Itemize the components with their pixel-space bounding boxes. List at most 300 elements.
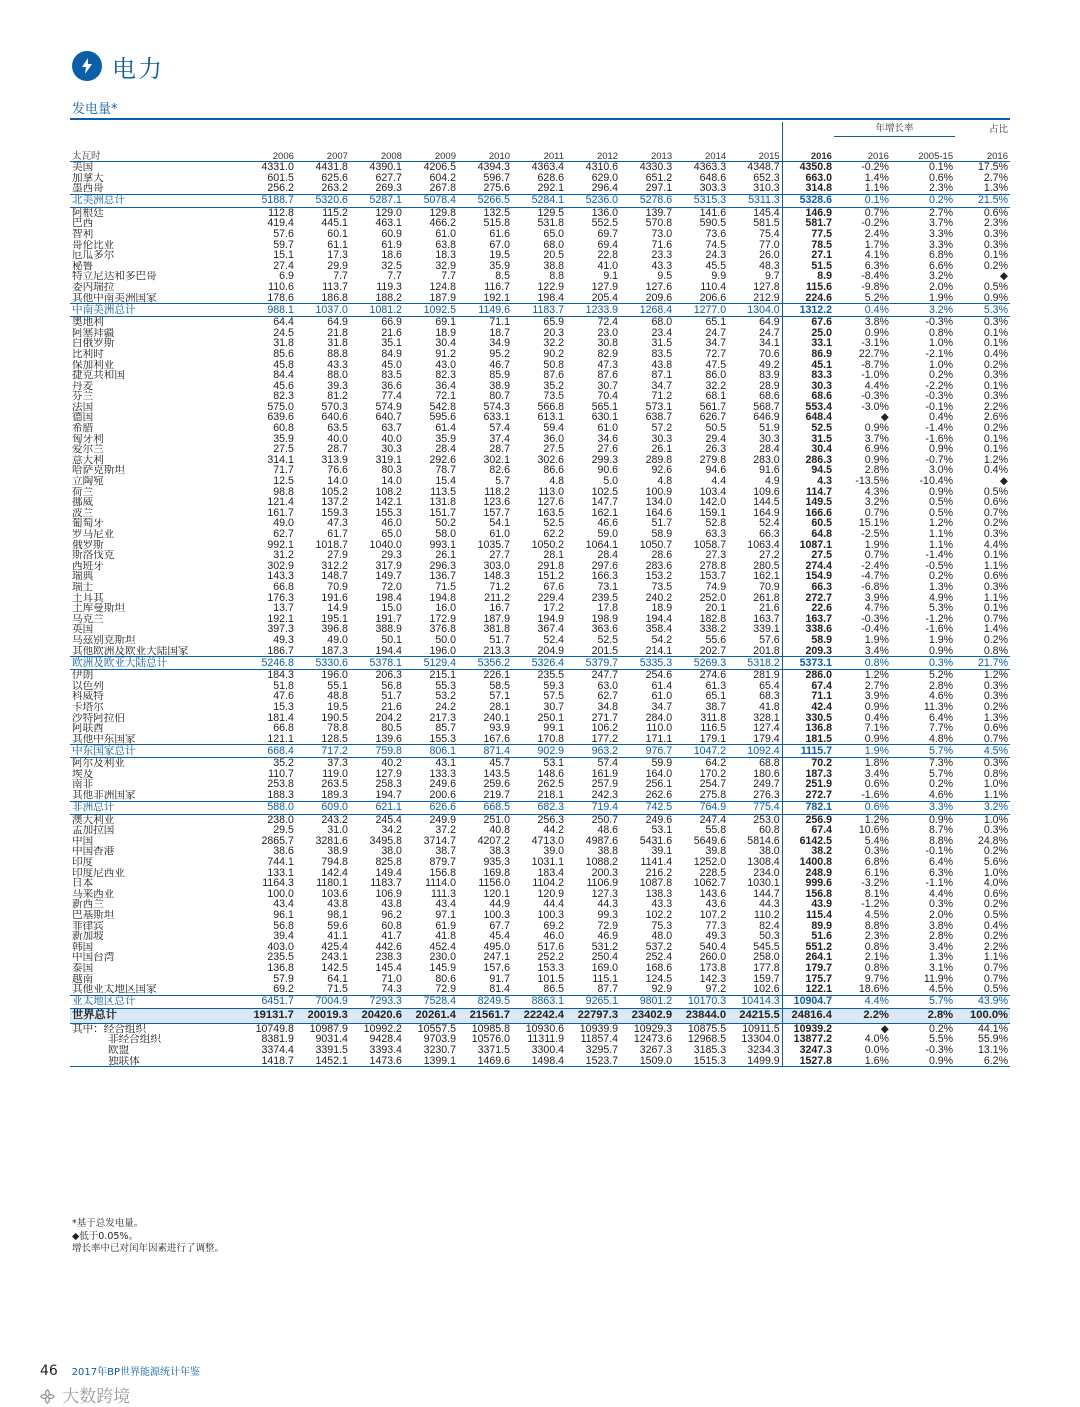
- growth-2016-cell: 0.8%: [834, 657, 891, 670]
- table-row: [70, 444, 1010, 455]
- growth-2005-15-cell: 5.2%: [928, 669, 954, 681]
- value-cell: 621.1: [350, 801, 404, 814]
- value-cell: 110.6: [268, 281, 294, 293]
- value-cell: 27.4: [273, 260, 294, 272]
- value-cell: 28.1: [489, 701, 511, 713]
- value-cell: 106.9: [375, 888, 402, 900]
- value-cell: 170.2: [699, 768, 727, 780]
- value-cell: 67.0: [489, 239, 511, 251]
- value-cell: 65.1: [705, 691, 727, 702]
- value-cell: 50.5: [705, 423, 727, 434]
- value-2016-cell: 224.6: [782, 293, 834, 304]
- value-cell: 196.0: [321, 669, 348, 681]
- value-cell: 189.3: [321, 790, 348, 802]
- value-cell: 5378.1: [350, 657, 404, 670]
- value-cell: 127.9: [591, 281, 619, 293]
- value-cell: 142.1: [375, 497, 402, 508]
- value-cell: 20261.4: [404, 1008, 458, 1023]
- value-cell: 648.6: [699, 172, 727, 184]
- value-2016-cell: 330.5: [782, 713, 834, 724]
- value-cell: 82.3: [273, 391, 294, 402]
- value-cell: 540.4: [699, 941, 727, 953]
- value-2016-cell: 64.8: [782, 529, 834, 540]
- share-cell: 1.1%: [983, 592, 1008, 604]
- table-row: [70, 868, 1010, 879]
- value-cell: 127.8: [753, 281, 780, 293]
- value-cell: 58.5: [489, 680, 511, 692]
- value-cell: 5356.2: [458, 657, 512, 670]
- share-cell: 1.0%: [983, 814, 1008, 826]
- growth-2005-15-cell: -0.7%: [925, 454, 954, 466]
- value-cell: 3374.4: [261, 1044, 294, 1056]
- value-cell: 34.1: [759, 338, 780, 349]
- value-cell: 21.6: [381, 701, 402, 713]
- value-2016-cell: 27.5: [782, 550, 834, 561]
- value-cell: 194.4: [645, 613, 673, 625]
- value-cell: 43.3: [651, 260, 673, 272]
- value-cell: 319.1: [375, 454, 402, 466]
- row-label: 孟加拉国: [72, 825, 115, 836]
- table-row: [70, 402, 1010, 413]
- value-cell: 149.4: [375, 867, 402, 879]
- value-cell: 596.7: [483, 172, 511, 184]
- value-cell: 34.7: [705, 338, 727, 349]
- value-cell: 397.3: [267, 624, 294, 635]
- value-cell: 1047.2: [674, 745, 728, 758]
- value-cell: 127.3: [591, 888, 619, 900]
- row-label: 其他非洲国家: [72, 790, 136, 802]
- value-cell: 44.3: [597, 899, 619, 910]
- value-cell: 5330.6: [296, 657, 350, 670]
- growth-2005-15-cell: 3.1%: [928, 962, 954, 974]
- value-cell: 328.1: [753, 712, 780, 724]
- value-2016-cell: 67.4: [782, 681, 834, 692]
- value-cell: 86.5: [543, 984, 565, 996]
- value-cell: 59.9: [651, 757, 673, 769]
- value-cell: 284.0: [645, 712, 673, 724]
- growth-2016-cell: 3.8%: [864, 316, 889, 328]
- value-cell: 11311.9: [527, 1034, 565, 1045]
- value-cell: 37.3: [327, 757, 348, 769]
- growth-2005-15-cell: 6.4%: [928, 712, 954, 724]
- table-row: [70, 836, 1010, 847]
- value-cell: 128.5: [321, 733, 348, 745]
- value-cell: 4390.1: [369, 161, 402, 173]
- value-cell: 250.7: [591, 814, 619, 826]
- value-cell: 209.6: [645, 292, 673, 304]
- table-row: [70, 338, 1010, 349]
- value-cell: 106.2: [591, 723, 619, 734]
- value-cell: 15.1: [273, 250, 294, 261]
- table-row: [70, 635, 1010, 646]
- value-cell: 202.7: [699, 645, 727, 657]
- top-rule: [70, 118, 1010, 120]
- value-cell: 69.7: [597, 228, 619, 240]
- value-cell: 66.8: [273, 723, 294, 734]
- value-cell: 1018.7: [315, 539, 348, 551]
- growth-2016-cell: 8.8%: [864, 920, 889, 932]
- value-cell: 271.7: [591, 712, 619, 724]
- value-cell: 110.7: [268, 768, 294, 780]
- value-cell: 566.8: [537, 401, 565, 413]
- value-cell: 363.6: [591, 624, 619, 635]
- value-cell: 651.2: [645, 172, 673, 184]
- value-2016-cell: 115.4: [782, 910, 834, 921]
- growth-2005-15-cell: -0.3%: [925, 1044, 954, 1056]
- row-label: 法国: [72, 401, 94, 413]
- share-cell: 44.1%: [977, 1023, 1008, 1035]
- growth-2016-cell: 6.9%: [864, 444, 889, 455]
- value-cell: 69.2: [273, 984, 294, 996]
- row-label: 委内瑞拉: [72, 281, 115, 293]
- table-row: [70, 646, 1010, 657]
- value-cell: 992.1: [267, 539, 294, 551]
- share-cell: 17.5%: [977, 161, 1008, 173]
- value-cell: 204.2: [375, 712, 402, 724]
- share-cell: 55.9%: [977, 1034, 1008, 1045]
- growth-2005-15-cell: 3.7%: [928, 218, 954, 229]
- value-2016-cell: 67.6: [782, 317, 834, 328]
- value-cell: 253.0: [753, 814, 780, 826]
- value-cell: 204.9: [537, 645, 565, 657]
- row-label: 西班牙: [72, 560, 104, 572]
- row-label: 厄瓜多尔: [72, 250, 115, 261]
- table-row: [70, 487, 1010, 498]
- value-cell: 167.6: [483, 733, 511, 745]
- value-cell: 98.1: [327, 910, 348, 921]
- table-row: [70, 250, 1010, 261]
- value-cell: 20.1: [705, 603, 727, 614]
- table-row: [70, 271, 1010, 282]
- value-cell: 297.1: [645, 183, 673, 195]
- share-cell: 1.0%: [983, 779, 1008, 791]
- value-cell: 162.1: [753, 571, 780, 582]
- value-cell: 66.3: [759, 529, 780, 540]
- value-cell: 97.1: [435, 910, 456, 921]
- share-cell: 1.0%: [983, 867, 1008, 879]
- growth-2005-15-cell: -1.4%: [925, 550, 954, 561]
- share-cell: 2.7%: [983, 172, 1008, 184]
- value-cell: 80.7: [489, 391, 511, 402]
- value-cell: 82.4: [759, 920, 780, 932]
- value-cell: 63.5: [327, 423, 348, 434]
- value-cell: 136.0: [591, 207, 619, 219]
- value-cell: 1149.6: [458, 304, 512, 317]
- value-cell: 3230.7: [423, 1044, 456, 1056]
- row-label: 日本: [72, 878, 94, 889]
- value-cell: 180.6: [753, 768, 780, 780]
- value-cell: 31.2: [273, 550, 294, 561]
- footnote: 增长率中已对闰年因素进行了调整。: [72, 1243, 225, 1254]
- table-row: [70, 614, 1010, 625]
- footnote: *基于总发电量。: [72, 1218, 144, 1229]
- value-cell: 283.0: [753, 454, 780, 466]
- value-cell: 74.9: [705, 581, 727, 593]
- value-cell: 4207.2: [477, 835, 511, 847]
- value-cell: 1092.5: [404, 304, 458, 317]
- value-2016-cell: 10939.2: [782, 1023, 834, 1034]
- growth-2005-15-cell: 1.3%: [928, 581, 954, 593]
- value-cell: 73.5: [543, 391, 565, 402]
- table-row: [70, 476, 1010, 487]
- value-2016-cell: 4350.8: [782, 162, 834, 173]
- value-cell: 195.1: [321, 613, 348, 625]
- table-row: [70, 952, 1010, 963]
- table-row: [70, 240, 1010, 251]
- value-cell: 69.1: [435, 316, 456, 328]
- growth-2005-15-cell: 4.9%: [928, 592, 954, 604]
- value-cell: 5335.3: [620, 657, 674, 670]
- region-total-row: [70, 745, 1010, 758]
- value-cell: 15.0: [381, 603, 402, 614]
- value-2016-cell: 154.9: [782, 571, 834, 582]
- value-cell: 66.8: [273, 581, 294, 593]
- row-label: 立陶宛: [72, 476, 104, 487]
- row-label: 其他欧洲及欧亚大陆国家: [72, 645, 189, 657]
- value-cell: 256.3: [537, 814, 565, 826]
- value-cell: 68.8: [759, 757, 780, 769]
- value-2016-cell: 51.5: [782, 261, 834, 272]
- row-label: 马来西亚: [72, 888, 115, 900]
- value-cell: 5287.1: [350, 194, 404, 207]
- share-cell: 0.5%: [983, 984, 1008, 996]
- value-cell: 76.6: [327, 465, 348, 477]
- growth-2005-15-cell: 0.2%: [928, 571, 954, 582]
- value-2016-cell: 71.1: [782, 691, 834, 702]
- value-cell: 1498.4: [512, 1056, 566, 1067]
- value-cell: 147.7: [591, 497, 619, 508]
- value-cell: 5188.7: [242, 194, 296, 207]
- growth-2016-cell: -6.8%: [861, 581, 889, 593]
- growth-2016-cell: -0.4%: [861, 624, 889, 635]
- value-cell: 120.9: [537, 888, 565, 900]
- growth-2016-cell: -1.6%: [861, 790, 889, 802]
- growth-2005-15-cell: 0.5%: [928, 497, 954, 508]
- value-cell: 47.3: [327, 518, 348, 529]
- growth-2005-15-cell: -1.6%: [925, 624, 954, 635]
- share-cell: 2.2%: [983, 401, 1008, 413]
- value-cell: 292.6: [429, 454, 456, 466]
- value-cell: 7.7: [333, 271, 348, 282]
- value-2016-cell: 179.7: [782, 963, 834, 974]
- value-2016-cell: 551.2: [782, 942, 834, 953]
- value-cell: 96.2: [381, 910, 402, 921]
- growth-2016-cell: 1.2%: [864, 669, 889, 681]
- growth-2016-cell: 3.9%: [864, 691, 889, 702]
- growth-2005-15-cell: 6.6%: [928, 260, 954, 272]
- value-cell: 247.7: [591, 669, 619, 681]
- value-cell: 38.7: [705, 701, 727, 713]
- row-label: 中南美洲总计: [70, 304, 242, 317]
- row-label: 加拿大: [72, 172, 104, 184]
- growth-2016-cell: 3.7%: [864, 433, 889, 445]
- value-cell: 1081.2: [350, 304, 404, 317]
- value-cell: 84.9: [381, 348, 402, 360]
- value-cell: 81.2: [327, 391, 348, 402]
- growth-2005-15-cell: 1.1%: [928, 539, 954, 551]
- growth-2005-15-cell: 7.7%: [928, 723, 954, 734]
- value-cell: 8381.9: [261, 1034, 294, 1045]
- value-cell: 56.8: [273, 920, 294, 932]
- value-cell: 54.2: [651, 634, 673, 646]
- value-cell: 44.9: [489, 899, 511, 910]
- value-cell: 626.7: [699, 412, 727, 424]
- value-cell: 27.5: [273, 444, 294, 455]
- growth-2016-cell: 1.1%: [864, 183, 889, 195]
- value-cell: 26.0: [759, 250, 780, 261]
- world-total-row: [70, 1008, 1010, 1023]
- value-cell: 60.1: [327, 228, 348, 240]
- growth-2016-cell: 3.4%: [864, 768, 889, 780]
- growth-2016-cell: 5.4%: [864, 835, 889, 847]
- value-2016-cell: 77.5: [782, 229, 834, 240]
- value-cell: 14.9: [327, 603, 348, 614]
- growth-2016-cell: 0.9%: [864, 454, 889, 466]
- value-cell: 67.6: [543, 581, 565, 593]
- value-cell: 173.8: [699, 962, 727, 974]
- value-cell: 26.1: [435, 550, 456, 561]
- value-cell: 80.3: [381, 465, 402, 477]
- value-cell: 166.3: [591, 571, 619, 582]
- value-cell: 9031.4: [315, 1034, 348, 1045]
- table-row: [70, 349, 1010, 360]
- table-row: [70, 381, 1010, 392]
- value-cell: 201.5: [591, 645, 619, 657]
- value-cell: 50.8: [543, 359, 565, 371]
- page-footer: [40, 1363, 200, 1379]
- value-cell: 19.5: [489, 250, 511, 261]
- value-cell: 109.6: [753, 486, 780, 498]
- value-cell: 879.7: [429, 857, 456, 868]
- value-cell: 10875.5: [687, 1023, 727, 1035]
- value-cell: 53.1: [651, 825, 673, 836]
- growth-2016-cell: 0.6%: [834, 801, 891, 814]
- value-2016-cell: 256.9: [782, 814, 834, 825]
- row-label: 葡萄牙: [72, 518, 104, 529]
- growth-2016-cell: ◆: [880, 1023, 889, 1035]
- row-label: 阿尔及利亚: [72, 757, 125, 769]
- value-cell: 164.6: [645, 507, 673, 519]
- value-cell: 119.0: [322, 768, 348, 780]
- value-2016-cell: 136.8: [782, 723, 834, 734]
- electricity-generation-table: [70, 122, 1010, 1067]
- value-2016-cell: 60.5: [782, 518, 834, 529]
- region-total-row: [70, 304, 1010, 317]
- value-cell: 61.1: [327, 239, 348, 251]
- growth-2016-cell: 2.4%: [864, 228, 889, 240]
- value-cell: 4394.3: [477, 161, 511, 173]
- value-cell: 15.3: [273, 701, 294, 713]
- value-cell: 1063.4: [747, 539, 780, 551]
- table-row: [70, 899, 1010, 910]
- value-cell: 159.3: [321, 507, 348, 519]
- share-cell: 21.7%: [955, 657, 1010, 670]
- value-cell: 27.5: [543, 444, 565, 455]
- row-label: 俄罗斯: [72, 539, 104, 551]
- share-cell: 0.1%: [983, 433, 1008, 445]
- share-cell: 0.3%: [983, 239, 1008, 251]
- value-cell: 296.3: [429, 560, 456, 572]
- value-cell: 18.9: [435, 327, 456, 339]
- value-cell: 27.3: [705, 550, 727, 561]
- growth-2016-cell: 4.3%: [864, 486, 889, 498]
- growth-2016-cell: 0.7%: [864, 507, 889, 519]
- value-cell: 61.0: [651, 691, 673, 702]
- value-cell: 99.3: [597, 910, 619, 921]
- value-cell: 32.5: [381, 260, 402, 272]
- value-cell: 61.3: [705, 680, 727, 692]
- growth-2005-15-cell: -0.5%: [925, 560, 954, 572]
- value-cell: 142.4: [321, 867, 348, 879]
- page-number: 46: [40, 1363, 58, 1379]
- table-row: [70, 229, 1010, 240]
- table-row: [70, 508, 1010, 519]
- value-cell: 531.8: [537, 218, 565, 229]
- value-cell: 86.6: [543, 465, 565, 477]
- value-cell: 194.4: [375, 645, 402, 657]
- table-row: [70, 974, 1010, 985]
- value-cell: 78.7: [435, 465, 456, 477]
- row-label: 亚太地区总计: [70, 995, 242, 1008]
- growth-2016-cell: 0.7%: [864, 207, 889, 219]
- value-cell: 51.9: [759, 423, 780, 434]
- value-cell: 367.4: [537, 624, 565, 635]
- value-cell: 358.4: [645, 624, 673, 635]
- value-cell: 1164.3: [262, 878, 294, 889]
- value-cell: 43.4: [435, 899, 456, 910]
- share-cell: 0.2%: [983, 423, 1008, 434]
- value-cell: 30.4: [435, 338, 456, 349]
- value-cell: 60.8: [759, 825, 780, 836]
- value-2016-cell: 38.2: [782, 846, 834, 857]
- value-cell: 274.6: [699, 669, 727, 681]
- growth-2016-cell: 0.8%: [864, 941, 889, 953]
- value-cell: 151.2: [537, 571, 565, 582]
- value-cell: 52.5: [543, 518, 565, 529]
- row-label: 卡塔尔: [72, 701, 104, 713]
- value-cell: 93.9: [489, 723, 511, 734]
- value-cell: 574.9: [375, 401, 402, 413]
- value-cell: 51.7: [381, 691, 402, 702]
- share-cell: 0.2%: [983, 899, 1008, 910]
- value-cell: 1035.7: [477, 539, 511, 551]
- value-cell: 71.2: [651, 391, 673, 402]
- value-cell: 4713.0: [531, 835, 565, 847]
- growth-2005-15-cell: 3.2%: [891, 304, 955, 317]
- value-2016-cell: 209.3: [782, 646, 834, 657]
- value-cell: 90.2: [543, 348, 565, 360]
- value-2016-cell: 89.9: [782, 921, 834, 932]
- growth-2016-cell: 6.3%: [864, 260, 889, 272]
- value-2016-cell: 1312.2: [782, 304, 834, 317]
- value-cell: 5.7: [495, 476, 511, 487]
- value-cell: 20.5: [543, 250, 565, 261]
- value-cell: 719.4: [566, 801, 620, 814]
- table-row: [70, 162, 1010, 173]
- value-cell: 29.3: [381, 550, 402, 561]
- value-cell: 28.7: [489, 444, 511, 455]
- value-cell: 668.4: [242, 745, 296, 758]
- value-cell: 82.6: [489, 465, 511, 477]
- value-2016-cell: 156.8: [782, 889, 834, 900]
- region-total-row: [70, 194, 1010, 207]
- value-cell: 34.7: [651, 380, 673, 392]
- growth-2016-cell: 4.0%: [864, 1034, 889, 1045]
- table-row: [70, 681, 1010, 692]
- value-cell: 256.1: [645, 779, 673, 791]
- row-label: 中国台湾: [72, 952, 115, 963]
- value-cell: 101.5: [537, 973, 565, 985]
